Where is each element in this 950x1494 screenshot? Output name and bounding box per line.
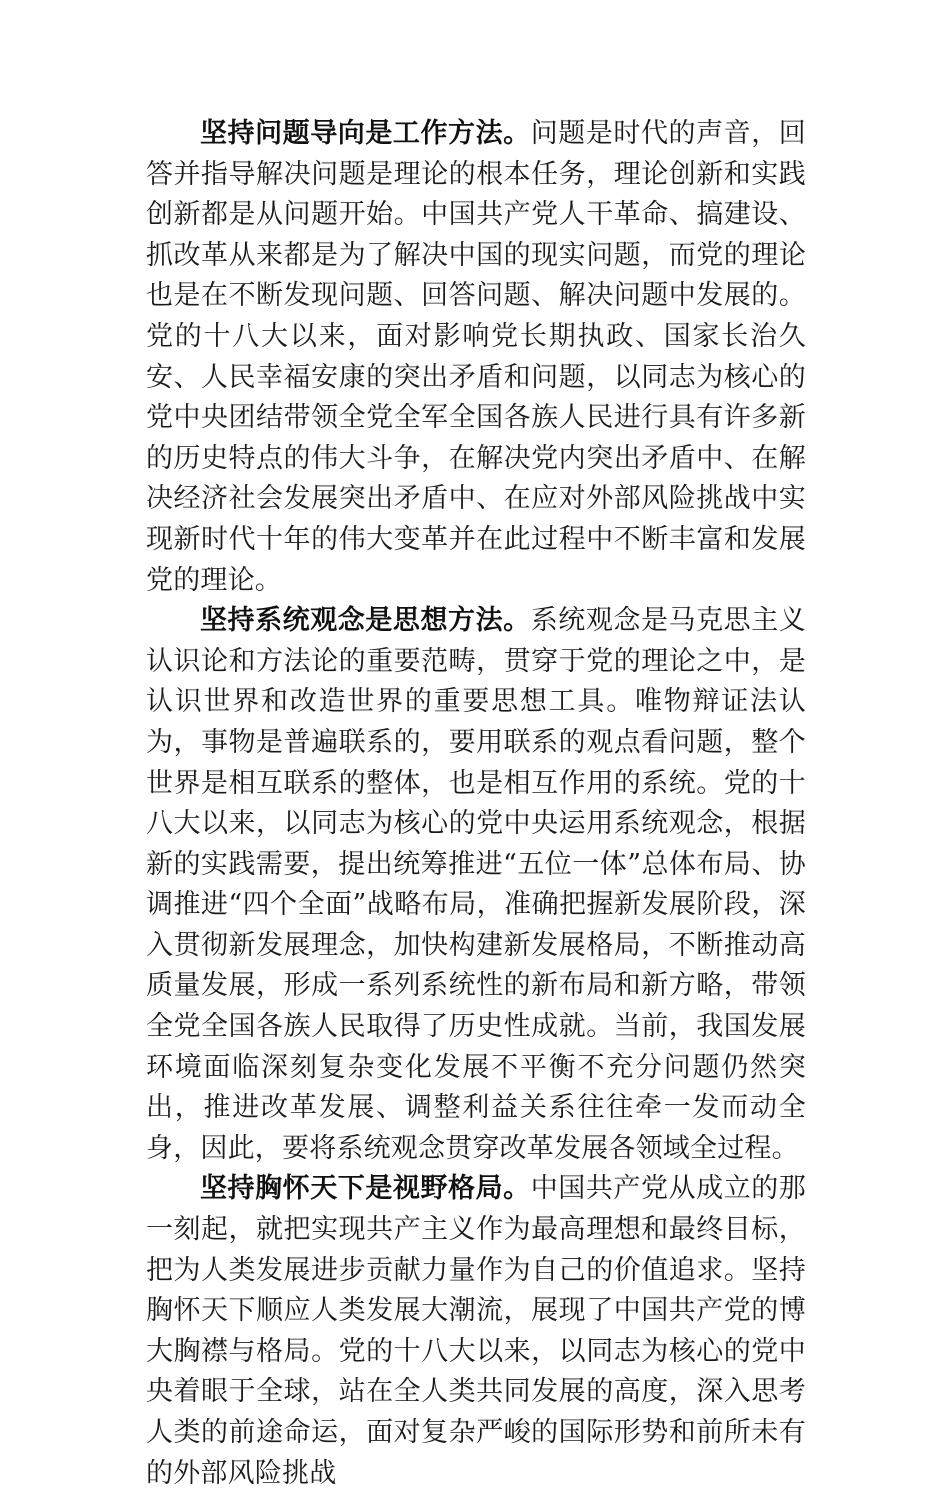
paragraph-systems-thinking — [146, 601, 806, 1169]
paragraph-global-vision — [146, 1169, 806, 1494]
paragraph-lead: 坚持胸怀天下是视野格局。 — [200, 1173, 531, 1205]
paragraph-body: 问题是时代的声音，回答并指导解决问题是理论的根本任务，理论创新和实践创新都是从问题开始。中国共产党人干革命、搞建设、抓改革从来都是为了解决中国的现实问题，而党的理论也是在不断发现问题、回答问题、解决问题中发展的。党的十八大以来，面对影响党长期执政、国家长治久安、人民幸福安康的突出矛盾和问题，以同志为核心的党中央团结带领全党全军全国各族人民进行具有许多新的历史特点的伟大斗争，在解决党内突出矛盾中、在解决经济社会发展突出矛盾中、在应对外部风险挑战中实现新时代十年的伟大变革并在此过程中不断丰富和发展党的理论。 — [146, 118, 807, 596]
paragraph-lead: 坚持系统观念是思想方法。 — [200, 605, 531, 637]
paragraph-body: 系统观念是马克思主义认识论和方法论的重要范畴，贯穿于党的理论之中，是认识世界和改造世界的重要思想工具。唯物辩证法认为，事物是普遍联系的，要用联系的观点看问题，整个世界是相互联系的整体，也是相互作用的系统。党的十八大以来，以同志为核心的党中央运用系统观念，根据新的实践需要，提出统筹推进“五位一体”总体布局、协调推进“四个全面”战略布局，准确把握新发展阶段，深入贯彻新发展理念，加快构建新发展格局，不断推动高质量发展，形成一系列系统性的新布局和新方略，带领全党全国各族人民取得了历史性成就。当前，我国发展环境面临深刻复杂变化发展不平衡不充分问题仍然突出，推进改革发展、调整利益关系往往牵一发而动全身，因此，要将系统观念贯穿改革发展各领域全过程。 — [146, 605, 807, 1164]
paragraph-problem-orientation — [146, 114, 806, 601]
paragraph-body: 中国共产党从成立的那一刻起，就把实现共产主义作为最高理想和最终目标，把为人类发展进步贡献力量作为自己的价值追求。坚持胸怀天下顺应人类发展大潮流，展现了中国共产党的博大胸襟与格局。党的十八大以来，以同志为核心的党中央着眼于全球，站在全人类共同发展的高度，深入思考人类的前途命运，面对复杂严峻的国际形势和前所未有的外部风险挑战 — [146, 1173, 807, 1489]
document-page — [146, 114, 806, 1494]
paragraph-lead: 坚持问题导向是工作方法。 — [200, 118, 531, 149]
